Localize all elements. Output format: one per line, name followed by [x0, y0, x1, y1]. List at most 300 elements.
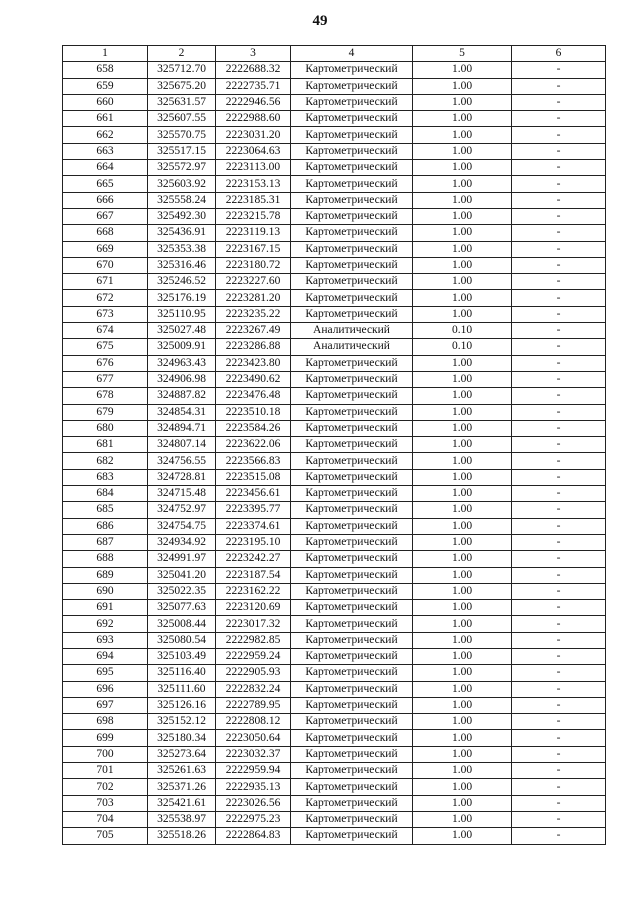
table-row: [63, 600, 606, 616]
note-cell: -: [512, 176, 606, 192]
method-cell: Картометрический: [291, 355, 413, 371]
point-number-cell: 687: [63, 534, 148, 550]
note-cell: -: [512, 534, 606, 550]
point-number-cell: 684: [63, 486, 148, 502]
point-number-cell: 660: [63, 94, 148, 110]
table-row: [63, 567, 606, 583]
accuracy-cell: 1.00: [413, 371, 512, 387]
method-cell: Картометрический: [291, 763, 413, 779]
note-cell: -: [512, 274, 606, 290]
y-coordinate-cell: 2223286.88: [216, 339, 291, 355]
point-number-cell: 693: [63, 632, 148, 648]
note-cell: -: [512, 583, 606, 599]
accuracy-cell: 1.00: [413, 697, 512, 713]
accuracy-cell: 1.00: [413, 143, 512, 159]
table-row: [63, 632, 606, 648]
y-coordinate-cell: 2222688.32: [216, 62, 291, 78]
y-coordinate-cell: 2223050.64: [216, 730, 291, 746]
method-cell: Картометрический: [291, 567, 413, 583]
table-row: [63, 502, 606, 518]
note-cell: -: [512, 518, 606, 534]
table-row: [63, 697, 606, 713]
method-cell: Картометрический: [291, 795, 413, 811]
method-cell: Аналитический: [291, 339, 413, 355]
method-cell: Картометрический: [291, 583, 413, 599]
y-coordinate-cell: 2222959.94: [216, 763, 291, 779]
y-coordinate-cell: 2222789.95: [216, 697, 291, 713]
method-cell: Картометрический: [291, 306, 413, 322]
method-cell: Картометрический: [291, 208, 413, 224]
x-coordinate-cell: 324728.81: [148, 469, 216, 485]
point-number-cell: 673: [63, 306, 148, 322]
point-number-cell: 662: [63, 127, 148, 143]
page-number: 49: [312, 13, 328, 29]
x-coordinate-cell: 325116.40: [148, 665, 216, 681]
method-cell: Картометрический: [291, 681, 413, 697]
point-number-cell: 698: [63, 714, 148, 730]
point-number-cell: 670: [63, 257, 148, 273]
note-cell: -: [512, 420, 606, 436]
y-coordinate-cell: 2223622.06: [216, 437, 291, 453]
point-number-cell: 701: [63, 763, 148, 779]
point-number-cell: 681: [63, 437, 148, 453]
x-coordinate-cell: 325631.57: [148, 94, 216, 110]
method-cell: Картометрический: [291, 600, 413, 616]
y-coordinate-cell: 2222975.23: [216, 811, 291, 827]
accuracy-cell: 1.00: [413, 469, 512, 485]
note-cell: -: [512, 795, 606, 811]
x-coordinate-cell: 325103.49: [148, 648, 216, 664]
accuracy-cell: 0.10: [413, 323, 512, 339]
x-coordinate-cell: 325607.55: [148, 111, 216, 127]
x-coordinate-cell: 324894.71: [148, 420, 216, 436]
table-row: [63, 730, 606, 746]
accuracy-cell: 1.00: [413, 404, 512, 420]
accuracy-cell: 1.00: [413, 306, 512, 322]
accuracy-cell: 1.00: [413, 111, 512, 127]
note-cell: -: [512, 225, 606, 241]
point-number-cell: 678: [63, 388, 148, 404]
table-row: [63, 583, 606, 599]
note-cell: -: [512, 714, 606, 730]
point-number-cell: 677: [63, 371, 148, 387]
table-row: [63, 371, 606, 387]
table-row: [63, 795, 606, 811]
x-coordinate-cell: 325009.91: [148, 339, 216, 355]
y-coordinate-cell: 2223267.49: [216, 323, 291, 339]
accuracy-cell: 1.00: [413, 730, 512, 746]
x-coordinate-cell: 325110.95: [148, 306, 216, 322]
x-coordinate-cell: 325371.26: [148, 779, 216, 795]
y-coordinate-cell: 2222905.93: [216, 665, 291, 681]
table-row: [63, 404, 606, 420]
point-number-cell: 676: [63, 355, 148, 371]
accuracy-cell: 1.00: [413, 160, 512, 176]
column-header: 3: [216, 46, 291, 62]
point-number-cell: 688: [63, 551, 148, 567]
point-number-cell: 690: [63, 583, 148, 599]
table-row: [63, 648, 606, 664]
y-coordinate-cell: 2222946.56: [216, 94, 291, 110]
table-row: [63, 257, 606, 273]
x-coordinate-cell: 325027.48: [148, 323, 216, 339]
accuracy-cell: 1.00: [413, 192, 512, 208]
point-number-cell: 704: [63, 811, 148, 827]
y-coordinate-cell: 2223113.00: [216, 160, 291, 176]
y-coordinate-cell: 2223153.13: [216, 176, 291, 192]
method-cell: Картометрический: [291, 257, 413, 273]
note-cell: -: [512, 339, 606, 355]
method-cell: Картометрический: [291, 811, 413, 827]
y-coordinate-cell: 2222832.24: [216, 681, 291, 697]
method-cell: Картометрический: [291, 176, 413, 192]
method-cell: Картометрический: [291, 371, 413, 387]
table-row: [63, 274, 606, 290]
y-coordinate-cell: 2223227.60: [216, 274, 291, 290]
x-coordinate-cell: 325041.20: [148, 567, 216, 583]
point-number-cell: 692: [63, 616, 148, 632]
accuracy-cell: 1.00: [413, 388, 512, 404]
table-row: [63, 437, 606, 453]
note-cell: -: [512, 730, 606, 746]
table-row: [63, 111, 606, 127]
note-cell: -: [512, 127, 606, 143]
accuracy-cell: 1.00: [413, 225, 512, 241]
table-row: [63, 94, 606, 110]
note-cell: -: [512, 567, 606, 583]
method-cell: Картометрический: [291, 534, 413, 550]
x-coordinate-cell: 325436.91: [148, 225, 216, 241]
note-cell: -: [512, 437, 606, 453]
x-coordinate-cell: 325353.38: [148, 241, 216, 257]
method-cell: Картометрический: [291, 111, 413, 127]
accuracy-cell: 1.00: [413, 274, 512, 290]
note-cell: -: [512, 323, 606, 339]
note-cell: -: [512, 763, 606, 779]
method-cell: Картометрический: [291, 404, 413, 420]
x-coordinate-cell: 324906.98: [148, 371, 216, 387]
column-header: 4: [291, 46, 413, 62]
y-coordinate-cell: 2222959.24: [216, 648, 291, 664]
accuracy-cell: 1.00: [413, 828, 512, 844]
note-cell: -: [512, 600, 606, 616]
column-header: 1: [63, 46, 148, 62]
x-coordinate-cell: 325675.20: [148, 78, 216, 94]
accuracy-cell: 1.00: [413, 811, 512, 827]
method-cell: Картометрический: [291, 78, 413, 94]
y-coordinate-cell: 2223584.26: [216, 420, 291, 436]
x-coordinate-cell: 325176.19: [148, 290, 216, 306]
table-row: [63, 486, 606, 502]
accuracy-cell: 1.00: [413, 453, 512, 469]
note-cell: -: [512, 192, 606, 208]
y-coordinate-cell: 2223180.72: [216, 257, 291, 273]
table-row: [63, 176, 606, 192]
y-coordinate-cell: 2222988.60: [216, 111, 291, 127]
point-number-cell: 682: [63, 453, 148, 469]
note-cell: -: [512, 697, 606, 713]
note-cell: -: [512, 208, 606, 224]
coordinates-table: [62, 45, 606, 845]
accuracy-cell: 1.00: [413, 567, 512, 583]
accuracy-cell: 1.00: [413, 78, 512, 94]
method-cell: Картометрический: [291, 518, 413, 534]
y-coordinate-cell: 2223064.63: [216, 143, 291, 159]
x-coordinate-cell: 325421.61: [148, 795, 216, 811]
table-row: [63, 355, 606, 371]
method-cell: Картометрический: [291, 62, 413, 78]
accuracy-cell: 1.00: [413, 94, 512, 110]
y-coordinate-cell: 2222982.85: [216, 632, 291, 648]
accuracy-cell: 1.00: [413, 257, 512, 273]
point-number-cell: 697: [63, 697, 148, 713]
method-cell: Картометрический: [291, 616, 413, 632]
table-row: [63, 714, 606, 730]
table-row: [63, 681, 606, 697]
table-row: [63, 192, 606, 208]
method-cell: Картометрический: [291, 486, 413, 502]
point-number-cell: 671: [63, 274, 148, 290]
note-cell: -: [512, 241, 606, 257]
accuracy-cell: 1.00: [413, 779, 512, 795]
x-coordinate-cell: 324807.14: [148, 437, 216, 453]
note-cell: -: [512, 453, 606, 469]
y-coordinate-cell: 2223242.27: [216, 551, 291, 567]
x-coordinate-cell: 325570.75: [148, 127, 216, 143]
point-number-cell: 703: [63, 795, 148, 811]
method-cell: Картометрический: [291, 225, 413, 241]
y-coordinate-cell: 2223162.22: [216, 583, 291, 599]
note-cell: -: [512, 355, 606, 371]
method-cell: Картометрический: [291, 453, 413, 469]
note-cell: -: [512, 746, 606, 762]
accuracy-cell: 1.00: [413, 746, 512, 762]
table-row: [63, 811, 606, 827]
note-cell: -: [512, 257, 606, 273]
x-coordinate-cell: 325111.60: [148, 681, 216, 697]
y-coordinate-cell: 2223476.48: [216, 388, 291, 404]
table-row: [63, 828, 606, 844]
x-coordinate-cell: 324963.43: [148, 355, 216, 371]
x-coordinate-cell: 325558.24: [148, 192, 216, 208]
y-coordinate-cell: 2223032.37: [216, 746, 291, 762]
y-coordinate-cell: 2223510.18: [216, 404, 291, 420]
note-cell: -: [512, 160, 606, 176]
point-number-cell: 664: [63, 160, 148, 176]
table-row: [63, 388, 606, 404]
accuracy-cell: 1.00: [413, 534, 512, 550]
y-coordinate-cell: 2223120.69: [216, 600, 291, 616]
method-cell: Картометрический: [291, 665, 413, 681]
method-cell: Картометрический: [291, 160, 413, 176]
y-coordinate-cell: 2223195.10: [216, 534, 291, 550]
accuracy-cell: 1.00: [413, 290, 512, 306]
method-cell: Картометрический: [291, 632, 413, 648]
note-cell: -: [512, 78, 606, 94]
method-cell: Картометрический: [291, 746, 413, 762]
method-cell: Картометрический: [291, 143, 413, 159]
table-row: [63, 469, 606, 485]
note-cell: -: [512, 811, 606, 827]
y-coordinate-cell: 2223395.77: [216, 502, 291, 518]
method-cell: Картометрический: [291, 274, 413, 290]
method-cell: Картометрический: [291, 437, 413, 453]
note-cell: -: [512, 779, 606, 795]
point-number-cell: 696: [63, 681, 148, 697]
note-cell: -: [512, 486, 606, 502]
accuracy-cell: 1.00: [413, 763, 512, 779]
accuracy-cell: 1.00: [413, 632, 512, 648]
point-number-cell: 658: [63, 62, 148, 78]
point-number-cell: 685: [63, 502, 148, 518]
y-coordinate-cell: 2223235.22: [216, 306, 291, 322]
point-number-cell: 668: [63, 225, 148, 241]
y-coordinate-cell: 2222735.71: [216, 78, 291, 94]
table-row: [63, 78, 606, 94]
table-row: [63, 453, 606, 469]
method-cell: Картометрический: [291, 290, 413, 306]
note-cell: -: [512, 290, 606, 306]
table-row: [63, 290, 606, 306]
column-header: 2: [148, 46, 216, 62]
method-cell: Картометрический: [291, 241, 413, 257]
accuracy-cell: 1.00: [413, 355, 512, 371]
x-coordinate-cell: 325152.12: [148, 714, 216, 730]
x-coordinate-cell: 324991.97: [148, 551, 216, 567]
note-cell: -: [512, 665, 606, 681]
note-cell: -: [512, 388, 606, 404]
accuracy-cell: 1.00: [413, 583, 512, 599]
y-coordinate-cell: 2223187.54: [216, 567, 291, 583]
method-cell: Картометрический: [291, 648, 413, 664]
table-row: [63, 62, 606, 78]
y-coordinate-cell: 2223456.61: [216, 486, 291, 502]
y-coordinate-cell: 2223026.56: [216, 795, 291, 811]
point-number-cell: 689: [63, 567, 148, 583]
x-coordinate-cell: 324854.31: [148, 404, 216, 420]
note-cell: -: [512, 648, 606, 664]
y-coordinate-cell: 2223167.15: [216, 241, 291, 257]
note-cell: -: [512, 828, 606, 844]
note-cell: -: [512, 111, 606, 127]
x-coordinate-cell: 325180.34: [148, 730, 216, 746]
x-coordinate-cell: 325603.92: [148, 176, 216, 192]
table-row: [63, 551, 606, 567]
accuracy-cell: 1.00: [413, 518, 512, 534]
point-number-cell: 679: [63, 404, 148, 420]
point-number-cell: 675: [63, 339, 148, 355]
x-coordinate-cell: 324752.97: [148, 502, 216, 518]
table-row: [63, 339, 606, 355]
table-row: [63, 534, 606, 550]
point-number-cell: 674: [63, 323, 148, 339]
point-number-cell: 705: [63, 828, 148, 844]
x-coordinate-cell: 325261.63: [148, 763, 216, 779]
point-number-cell: 702: [63, 779, 148, 795]
point-number-cell: 672: [63, 290, 148, 306]
accuracy-cell: 1.00: [413, 208, 512, 224]
y-coordinate-cell: 2223017.32: [216, 616, 291, 632]
table-body: [63, 62, 606, 844]
note-cell: -: [512, 371, 606, 387]
accuracy-cell: 1.00: [413, 665, 512, 681]
accuracy-cell: 1.00: [413, 551, 512, 567]
x-coordinate-cell: 324715.48: [148, 486, 216, 502]
point-number-cell: 661: [63, 111, 148, 127]
table-row: [63, 306, 606, 322]
note-cell: -: [512, 551, 606, 567]
table-row: [63, 127, 606, 143]
y-coordinate-cell: 2222808.12: [216, 714, 291, 730]
note-cell: -: [512, 306, 606, 322]
note-cell: -: [512, 616, 606, 632]
table-row: [63, 779, 606, 795]
y-coordinate-cell: 2223423.80: [216, 355, 291, 371]
table-header-row: [63, 46, 606, 62]
x-coordinate-cell: 325080.54: [148, 632, 216, 648]
x-coordinate-cell: 325126.16: [148, 697, 216, 713]
y-coordinate-cell: 2223566.83: [216, 453, 291, 469]
x-coordinate-cell: 325712.70: [148, 62, 216, 78]
method-cell: Картометрический: [291, 551, 413, 567]
table-row: [63, 225, 606, 241]
point-number-cell: 694: [63, 648, 148, 664]
accuracy-cell: 1.00: [413, 486, 512, 502]
point-number-cell: 669: [63, 241, 148, 257]
accuracy-cell: 0.10: [413, 339, 512, 355]
point-number-cell: 666: [63, 192, 148, 208]
point-number-cell: 695: [63, 665, 148, 681]
accuracy-cell: 1.00: [413, 648, 512, 664]
x-coordinate-cell: 325077.63: [148, 600, 216, 616]
note-cell: -: [512, 404, 606, 420]
point-number-cell: 683: [63, 469, 148, 485]
table-row: [63, 763, 606, 779]
accuracy-cell: 1.00: [413, 600, 512, 616]
method-cell: Картометрический: [291, 714, 413, 730]
table-row: [63, 241, 606, 257]
y-coordinate-cell: 2223185.31: [216, 192, 291, 208]
point-number-cell: 700: [63, 746, 148, 762]
accuracy-cell: 1.00: [413, 420, 512, 436]
x-coordinate-cell: 325572.97: [148, 160, 216, 176]
x-coordinate-cell: 324754.75: [148, 518, 216, 534]
table-row: [63, 323, 606, 339]
x-coordinate-cell: 325008.44: [148, 616, 216, 632]
point-number-cell: 680: [63, 420, 148, 436]
x-coordinate-cell: 325517.15: [148, 143, 216, 159]
y-coordinate-cell: 2222864.83: [216, 828, 291, 844]
note-cell: -: [512, 469, 606, 485]
x-coordinate-cell: 325538.97: [148, 811, 216, 827]
x-coordinate-cell: 325518.26: [148, 828, 216, 844]
point-number-cell: 691: [63, 600, 148, 616]
accuracy-cell: 1.00: [413, 681, 512, 697]
accuracy-cell: 1.00: [413, 714, 512, 730]
method-cell: Картометрический: [291, 469, 413, 485]
table-row: [63, 208, 606, 224]
x-coordinate-cell: 324887.82: [148, 388, 216, 404]
y-coordinate-cell: 2223119.13: [216, 225, 291, 241]
column-header: 5: [413, 46, 512, 62]
table-row: [63, 746, 606, 762]
note-cell: -: [512, 502, 606, 518]
method-cell: Аналитический: [291, 323, 413, 339]
x-coordinate-cell: 325022.35: [148, 583, 216, 599]
point-number-cell: 667: [63, 208, 148, 224]
y-coordinate-cell: 2222935.13: [216, 779, 291, 795]
x-coordinate-cell: 325246.52: [148, 274, 216, 290]
